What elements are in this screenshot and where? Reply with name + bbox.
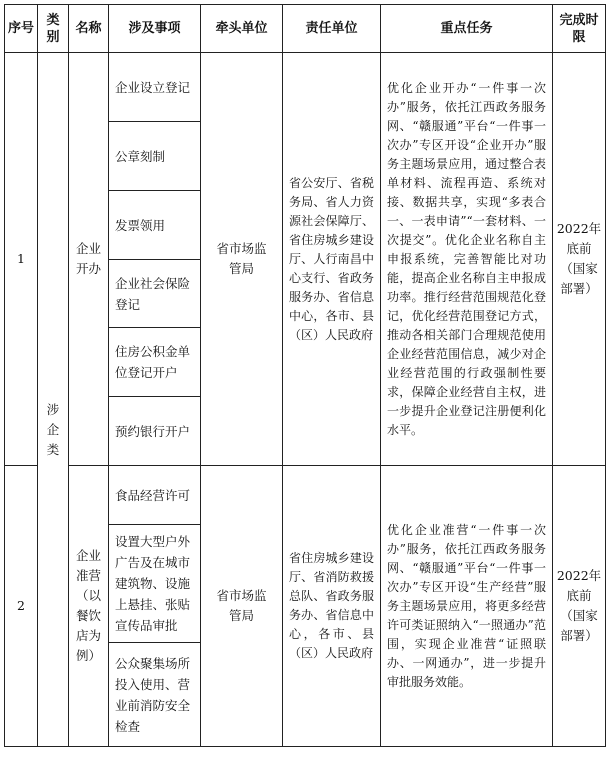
row2-seq: 2	[5, 466, 38, 747]
row2-resp-unit: 省住房城乡建设厅、省消防救援总队、省政务服务办、省信息中心，各市、县（区）人民政府	[283, 466, 381, 747]
row1-deadline: 2022年底前（国家部署）	[553, 53, 606, 466]
header-key-task: 重点任务	[381, 5, 553, 53]
row1-matter-2: 公章刻制	[109, 122, 201, 191]
row2-matter-3: 公众聚集场所投入使用、营业前消防安全检查	[109, 643, 201, 747]
header-resp-unit: 责任单位	[283, 5, 381, 53]
row2-matter-2: 设置大型户外广告及在城市建筑物、设施上悬挂、张贴宣传品审批	[109, 525, 201, 643]
row2-deadline: 2022年底前（国家部署）	[553, 466, 606, 747]
header-name: 名称	[69, 5, 109, 53]
table-row	[5, 53, 606, 122]
row2-matter-1: 食品经营许可	[109, 466, 201, 525]
row1-lead-unit: 省市场监管局	[201, 53, 283, 466]
row1-key-task: 优化企业开办“一件事一次办”服务，依托江西政务服务网、“赣服通”平台“一件事一次办”专区开设“企业开办”服务主题场景应用，通过整合表单材料、流程再造、系统对接、数据共享，实现“多表合一、一表申请”“一套材料、一次提交”。优化企业名称自主申报系统，完善智能比对功能，提高企业名称自主申报成功率。推行经营范围规范化登记，优化经营范围登记方式，推动各相关部门合理规范使用企业经营范围信息，减少对企业经营范围的行政强制性要求，保障企业经营自主权，进一步提升企业登记注册便利化水平。	[381, 53, 553, 466]
header-deadline: 完成时限	[553, 5, 606, 53]
row2-name: 企业准营（以餐饮店为例）	[69, 466, 109, 747]
header-category: 类别	[38, 5, 69, 53]
row1-matter-1: 企业设立登记	[109, 53, 201, 122]
header-seq: 序号	[5, 5, 38, 53]
header-lead-unit: 牵头单位	[201, 5, 283, 53]
row2-key-task: 优化企业准营“一件事一次办”服务，依托江西政务服务网、“赣服通”平台“一件事一次办”专区开设“生产经营”服务主题场景应用，将更多经营许可类证照纳入“一照通办”范围，实现企业准营“证照联办、一网通办”，进一步提升审批服务效能。	[381, 466, 553, 747]
header-matters: 涉及事项	[109, 5, 201, 53]
row1-matter-5: 住房公积金单位登记开户	[109, 328, 201, 397]
table-row	[5, 466, 606, 525]
row1-name: 企业开办	[69, 53, 109, 466]
category-cell: 涉企类	[38, 53, 69, 747]
row1-matter-3: 发票领用	[109, 191, 201, 260]
row1-seq: 1	[5, 53, 38, 466]
header-row	[5, 5, 606, 53]
task-table	[4, 4, 606, 747]
row1-matter-6: 预约银行开户	[109, 397, 201, 466]
row1-resp-unit: 省公安厅、省税务局、省人力资源社会保障厅、省住房城乡建设厅、人行南昌中心支行、省政务服务办、省信息中心，各市、县（区）人民政府	[283, 53, 381, 466]
row2-lead-unit: 省市场监管局	[201, 466, 283, 747]
row1-matter-4: 企业社会保险登记	[109, 260, 201, 328]
